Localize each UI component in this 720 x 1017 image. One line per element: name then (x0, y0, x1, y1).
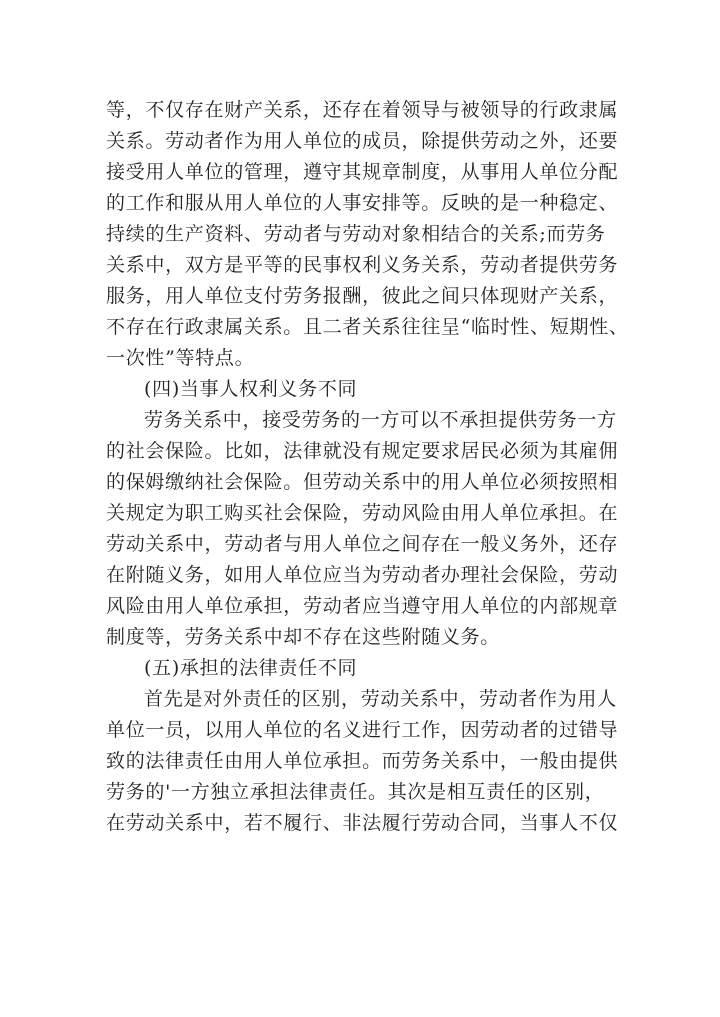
text-line: 单位一员，以用人单位的名义进行工作，因劳动者的过错导 (106, 719, 619, 741)
text-line: 劳务关系中，接受劳务的一方可以不承担提供劳务一方 (144, 409, 617, 431)
text-line: 一次性”等特点。 (106, 347, 255, 369)
text-line: 的社会保险。比如，法律就没有规定要求居民必须为其雇佣 (106, 440, 619, 462)
text-line: 在附随义务，如用人单位应当为劳动者办理社会保险，劳动 (106, 564, 619, 586)
text-line: 致的法律责任由用人单位承担。而劳务关系中，一般由提供 (106, 750, 619, 772)
section-heading-5: (五)承担的法律责任不同 (144, 657, 358, 679)
paragraph-2 (106, 405, 630, 653)
text-line: 关系。劳动者作为用人单位的成员，除提供劳动之外，还要 (106, 130, 619, 152)
section-heading-4: (四)当事人权利义务不同 (144, 378, 358, 400)
text-line: 持续的生产资料、劳动者与劳动对象相结合的关系;而劳务 (106, 223, 606, 245)
text-line: 服务，用人单位支付劳务报酬，彼此之间只体现财产关系， (106, 285, 619, 307)
paragraph-3 (106, 684, 630, 839)
text-line: 接受用人单位的管理，遵守其规章制度，从事用人单位分配 (106, 161, 619, 183)
document-body (106, 95, 630, 839)
text-line: 劳动关系中，劳动者与用人单位之间存在一般义务外，还存 (106, 533, 619, 555)
text-line: 制度等，劳务关系中却不存在这些附随义务。 (106, 626, 501, 648)
text-line: 关系中，双方是平等的民事权利义务关系，劳动者提供劳务 (106, 254, 619, 276)
text-line: 劳务的'一方独立承担法律责任。其次是相互责任的区别， (106, 781, 605, 803)
text-line: 风险由用人单位承担，劳动者应当遵守用人单位的内部规章 (106, 595, 619, 617)
text-line: 不存在行政隶属关系。且二者关系往往呈“临时性、短期性、 (106, 316, 629, 338)
text-line: 在劳动关系中，若不履行、非法履行劳动合同，当事人不仅 (106, 812, 619, 834)
text-line: 首先是对外责任的区别，劳动关系中，劳动者作为用人 (144, 688, 617, 710)
paragraph-1 (106, 95, 630, 374)
text-line: 的工作和服从用人单位的人事安排等。反映的是一种稳定、 (106, 192, 619, 214)
text-line: 的保姆缴纳社会保险。但劳动关系中的用人单位必须按照相 (106, 471, 619, 493)
text-line: 等，不仅存在财产关系，还存在着领导与被领导的行政隶属 (106, 99, 619, 121)
text-line: 关规定为职工购买社会保险，劳动风险由用人单位承担。在 (106, 502, 619, 524)
